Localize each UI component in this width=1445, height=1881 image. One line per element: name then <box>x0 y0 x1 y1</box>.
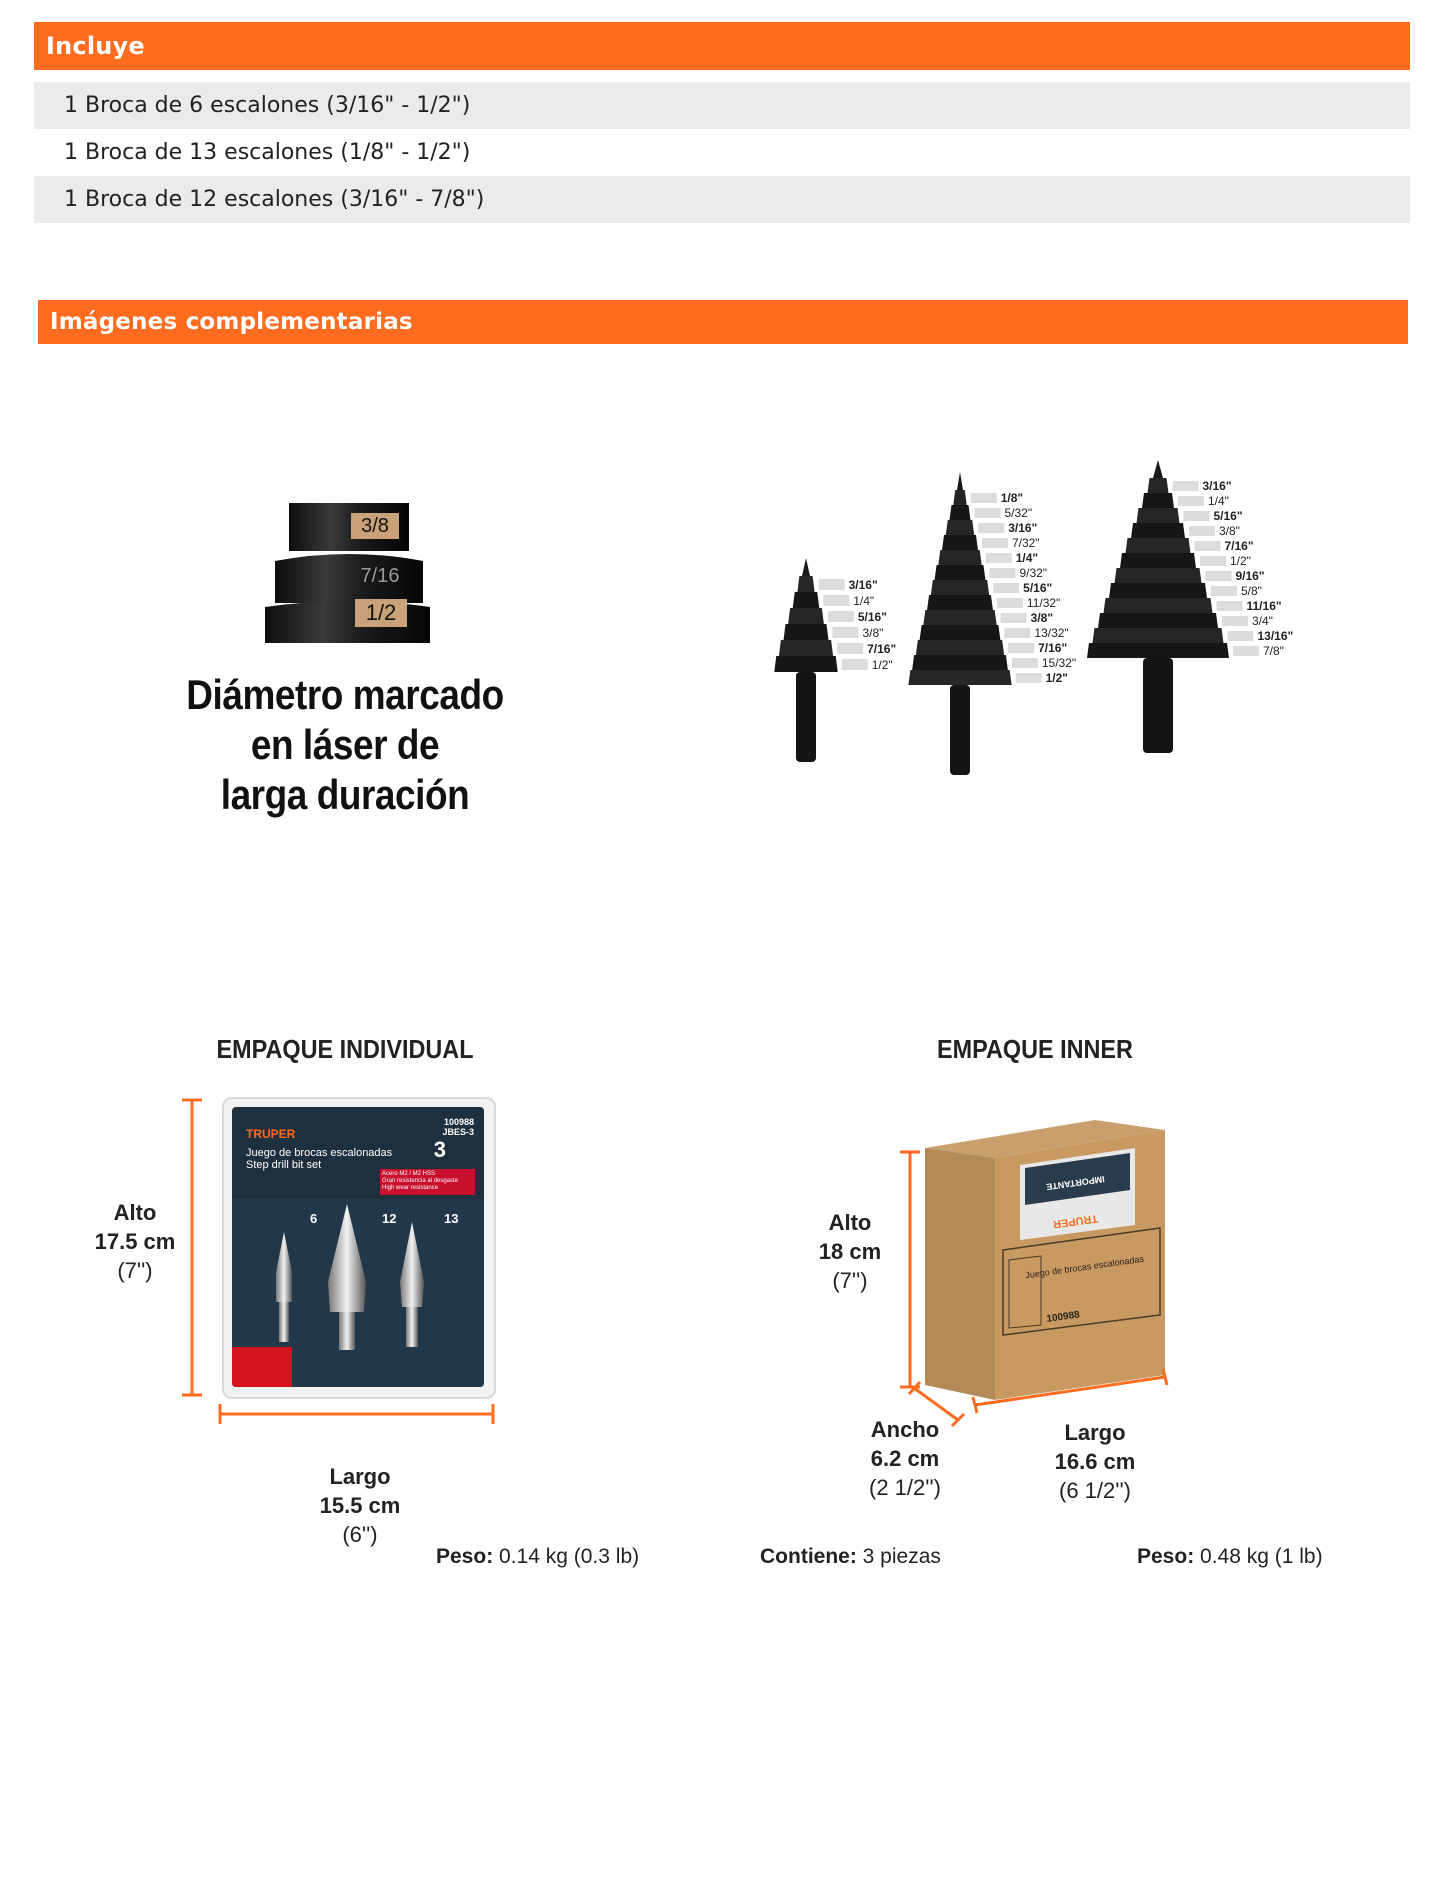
label-bar <box>1228 631 1254 641</box>
individual-package-title: EMPAQUE INDIVIDUAL <box>216 1034 474 1064</box>
bit-size-label: 11/16" <box>1246 599 1282 613</box>
includes-title: Incluye <box>46 32 145 60</box>
bit-step <box>1148 478 1169 493</box>
bit-size-label: 9/32" <box>1019 566 1048 580</box>
bit-step <box>1104 598 1213 613</box>
bit-size-label: 1/2" <box>1230 554 1251 568</box>
package-size-13: 13 <box>444 1211 459 1226</box>
bit-size-label: 9/16" <box>1235 569 1265 583</box>
label-bar <box>1222 616 1248 626</box>
closeup-mark-3-8: 3/8 <box>361 515 389 537</box>
label-bar <box>837 643 863 654</box>
bit-size-label: 3/4" <box>1252 614 1273 628</box>
label-bar <box>819 579 845 590</box>
bit-tip <box>957 472 963 490</box>
label-bar <box>1001 613 1027 623</box>
label-bar <box>993 583 1019 593</box>
inner-width-dimension-line <box>970 1365 1170 1415</box>
label-bar <box>1195 541 1221 551</box>
closeup-mark-7-16: 7/16 <box>360 565 400 587</box>
inner-package-title: EMPAQUE INNER <box>937 1034 1133 1064</box>
bit-step <box>1109 583 1207 598</box>
bit-step <box>788 608 824 624</box>
bit-tip <box>1153 460 1163 478</box>
label-bar <box>1008 643 1034 653</box>
label-bar <box>1233 646 1259 656</box>
bit-size-label: 1/2" <box>1045 671 1068 685</box>
package-bits-graphic <box>272 1202 482 1352</box>
bit-size-label: 7/16" <box>1224 539 1254 553</box>
inner-height-label: Alto 18 cm (7'') <box>818 1210 882 1293</box>
laser-caption-line: en láser de <box>250 721 440 768</box>
bit-size-label: 1/4" <box>1208 494 1229 508</box>
bit-size-label: 5/16" <box>1023 581 1053 595</box>
bit-step <box>920 625 1001 640</box>
step-bits-image <box>750 460 1310 880</box>
bit-step <box>774 656 837 672</box>
bit-size-label: 7/16" <box>867 642 897 656</box>
bit-step <box>923 610 996 625</box>
bit-size-label: 5/32" <box>1004 506 1033 520</box>
package-code: 100988 JBES-3 <box>442 1117 474 1137</box>
complementary-header <box>38 300 1408 344</box>
bit-step <box>784 624 829 640</box>
individual-weight: Peso: 0.14 kg (0.3 lb) <box>436 1545 640 1568</box>
bit-size-label: 3/16" <box>1202 479 1232 493</box>
step-bit <box>908 472 1076 775</box>
includes-header <box>34 22 1410 70</box>
bit-size-label: 3/8" <box>1219 524 1240 538</box>
package-pieces: 3 <box>433 1137 446 1162</box>
individual-width-label: Largo 15.5 cm (6'') <box>319 1464 401 1547</box>
label-bar <box>823 595 849 606</box>
bit-size-label: 7/8" <box>1263 644 1284 658</box>
laser-caption <box>182 670 508 820</box>
box-product-text: Juego de brocas escalonadas <box>1024 1253 1145 1281</box>
inner-width-label: Largo 16.6 cm (6 1/2'') <box>1054 1420 1136 1503</box>
label-bar <box>1189 526 1215 536</box>
blister-package-image <box>222 1097 496 1399</box>
bit-step <box>1087 643 1229 658</box>
step-bit <box>774 558 896 762</box>
bit-step <box>942 535 978 550</box>
bit-size-label: 5/16" <box>1213 509 1243 523</box>
label-bar <box>997 598 1023 608</box>
list-item-text: 1 Broca de 6 escalones (3/16" - 1/2") <box>64 93 471 118</box>
bit-tip <box>802 558 810 576</box>
label-bar <box>978 523 1004 533</box>
bit-step <box>935 565 986 580</box>
box-label-title: IMPORTANTE <box>1045 1173 1106 1193</box>
bit-size-label: 7/32" <box>1011 536 1040 550</box>
label-bar <box>842 659 868 670</box>
bit-step <box>931 580 989 595</box>
label-bar <box>989 568 1015 578</box>
label-bar <box>1211 586 1237 596</box>
bit-step <box>1126 538 1191 553</box>
bit-step <box>1137 508 1180 523</box>
label-bar <box>971 493 997 503</box>
bit-step <box>1115 568 1202 583</box>
bit-step <box>938 550 981 565</box>
bit-step <box>1131 523 1185 538</box>
package-size-12: 12 <box>382 1211 397 1226</box>
bit-step <box>950 505 971 520</box>
bit-step <box>912 655 1008 670</box>
bit-size-label: 5/8" <box>1241 584 1262 598</box>
bit-step <box>916 640 1004 655</box>
bit-size-label: 1/2" <box>871 658 893 672</box>
inner-height-dimension-line <box>898 1150 922 1390</box>
step-bit <box>1087 460 1293 753</box>
bit-step <box>1098 613 1218 628</box>
bit-size-label: 13/32" <box>1034 626 1069 640</box>
material-badge <box>232 1347 292 1387</box>
individual-height-label: Alto 17.5 cm (7'') <box>94 1200 176 1283</box>
bit-step <box>927 595 993 610</box>
list-item <box>34 82 1410 129</box>
closeup-mark-1-2: 1/2 <box>365 600 397 625</box>
bit-step <box>797 576 814 592</box>
inner-contents: Contiene: 3 piezas <box>760 1545 941 1568</box>
box-code: 100988 <box>1045 1309 1081 1325</box>
bit-shank <box>950 685 970 775</box>
list-item <box>34 176 1410 223</box>
label-bar <box>986 553 1012 563</box>
laser-caption-line: Diámetro marcado <box>186 671 504 718</box>
list-item-text: 1 Broca de 12 escalones (3/16" - 7/8") <box>64 187 485 212</box>
list-item <box>34 129 1410 176</box>
complementary-title: Imágenes complementarias <box>50 309 413 335</box>
laser-mark-closeup-image <box>265 503 430 643</box>
bit-size-label: 1/4" <box>1015 551 1039 565</box>
bit-step <box>793 592 819 608</box>
bit-step <box>1142 493 1174 508</box>
package-badge: Acero M2 / M2 HSS Gran resistencia al desgaste High wear resistance <box>380 1169 475 1195</box>
label-bar <box>828 611 854 622</box>
bit-size-label: 1/8" <box>1000 491 1024 505</box>
bit-step <box>779 640 833 656</box>
bit-size-label: 7/16" <box>1038 641 1068 655</box>
label-bar <box>1173 481 1199 491</box>
label-bar <box>974 508 1000 518</box>
label-bar <box>1178 496 1204 506</box>
bit-size-label: 3/16" <box>1008 521 1038 535</box>
package-title: Juego de brocas escalonadas Step drill bit set <box>246 1147 393 1171</box>
bit-size-label: 3/16" <box>848 578 878 592</box>
list-item-text: 1 Broca de 13 escalones (1/8" - 1/2") <box>64 140 471 165</box>
bit-size-label: 1/4" <box>853 594 875 608</box>
width-dimension-line <box>218 1402 496 1426</box>
label-bar <box>1004 628 1030 638</box>
bit-step <box>1120 553 1196 568</box>
inner-depth-label: Ancho 6.2 cm (2 1/2'') <box>869 1417 941 1500</box>
blister-card <box>232 1107 484 1387</box>
package-size-6: 6 <box>310 1211 318 1226</box>
label-bar <box>1184 511 1210 521</box>
laser-caption-line: larga duración <box>220 771 470 818</box>
bit-size-label: 15/32" <box>1041 656 1077 670</box>
label-bar <box>1200 556 1226 566</box>
bit-size-label: 5/16" <box>857 610 887 624</box>
bit-step <box>946 520 974 535</box>
label-bar <box>1217 601 1243 611</box>
label-bar <box>1206 571 1232 581</box>
bit-size-label: 3/8" <box>862 626 884 640</box>
bit-shank <box>1143 658 1173 753</box>
inner-weight: Peso: 0.48 kg (1 lb) <box>1137 1545 1323 1568</box>
bit-size-label: 11/32" <box>1026 596 1061 610</box>
bit-size-label: 3/8" <box>1030 611 1054 625</box>
bit-step <box>953 490 966 505</box>
label-bar <box>1016 673 1042 683</box>
bit-step <box>908 670 1011 685</box>
label-bar <box>832 627 858 638</box>
truper-logo: TRUPER <box>246 1127 296 1141</box>
bit-step <box>1093 628 1224 643</box>
bit-shank <box>796 672 816 762</box>
label-bar <box>1012 658 1038 668</box>
label-bar <box>982 538 1008 548</box>
bit-size-label: 13/16" <box>1257 629 1294 643</box>
box-brand: TRUPER <box>1052 1211 1099 1231</box>
